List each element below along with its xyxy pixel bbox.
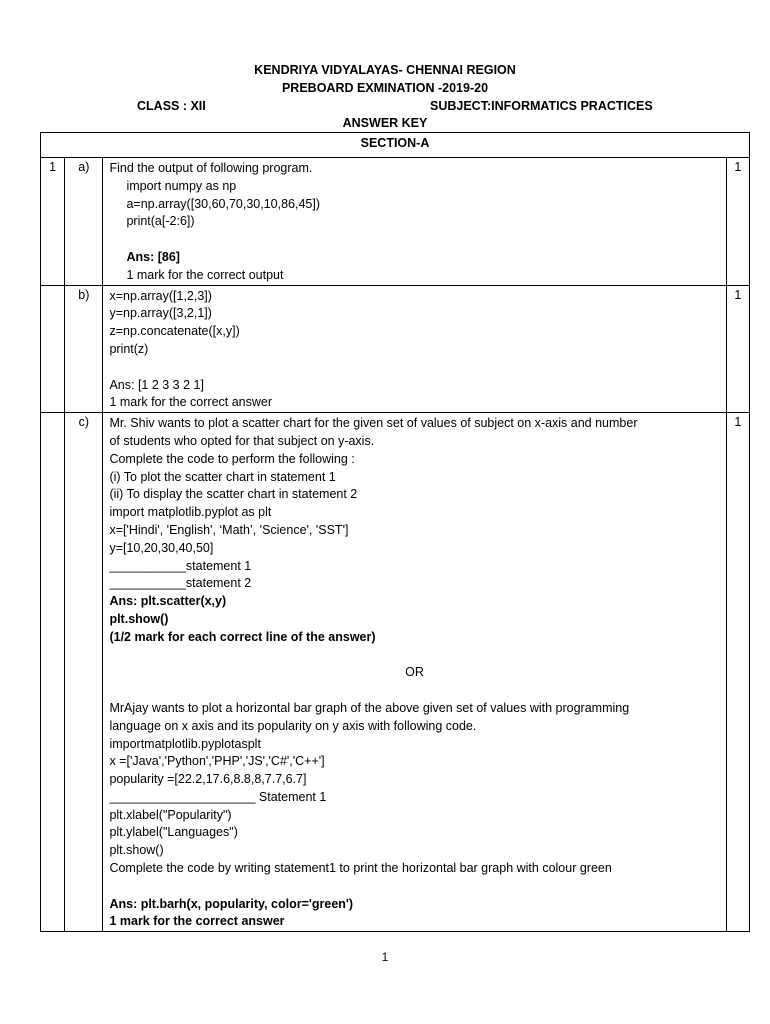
- question-number: 1: [41, 158, 65, 286]
- code-line: x=np.array([1,2,3]): [109, 288, 212, 303]
- blank-line: [109, 647, 719, 665]
- code-line: importmatplotlib.pyplotasplt: [109, 736, 261, 751]
- question-row-1c: [41, 413, 750, 932]
- question-text: MrAjay wants to plot a horizontal bar graph of the above given set of values with programming: [109, 700, 630, 715]
- code-line: print(a[-2:6]): [126, 214, 195, 229]
- marking-note: (1/2 mark for each correct line of the answer): [109, 629, 376, 644]
- blank-line: [109, 359, 719, 377]
- question-content: [103, 285, 726, 413]
- question-text: Complete the code to perform the following :: [109, 451, 355, 466]
- question-content: [103, 413, 726, 932]
- code-line: ___________statement 2: [109, 576, 252, 591]
- question-text: Complete the code by writing statement1 to print the horizontal bar graph with colour green: [109, 861, 612, 876]
- code-line: _____________________ Statement 1: [109, 789, 327, 804]
- answer-line: Ans: plt.barh(x, popularity, color='green'): [109, 896, 354, 911]
- question-text: of students who opted for that subject on y-axis.: [109, 433, 375, 448]
- question-row-1b: [41, 285, 750, 413]
- blank-line: [109, 878, 719, 896]
- code-line: y=np.array([3,2,1]): [109, 306, 212, 321]
- answer-line: Ans: [1 2 3 3 2 1]: [109, 377, 204, 392]
- code-line: plt.xlabel("Popularity"): [109, 807, 232, 822]
- code-line: x=['Hindi', 'English', ‘Math’, 'Science', 'SST']: [109, 522, 349, 537]
- blank-line: [109, 682, 719, 700]
- code-line: import matplotlib.pyplot as plt: [109, 505, 272, 520]
- question-number: [41, 413, 65, 932]
- question-text: Mr. Shiv wants to plot a scatter chart for the given set of values of subject on x-axis and number: [109, 416, 638, 431]
- marks: 1: [726, 158, 749, 286]
- marks: 1: [726, 285, 749, 413]
- question-text: language on x axis and its popularity on y axis with following code.: [109, 718, 477, 733]
- code-line: import numpy as np: [126, 178, 237, 193]
- class-label: CLASS : XII: [137, 99, 206, 113]
- question-number: [41, 285, 65, 413]
- or-divider: OR: [405, 665, 424, 680]
- question-part: a): [65, 158, 103, 286]
- code-line: y=[10,20,30,40,50]: [109, 540, 214, 555]
- section-title: SECTION-A: [41, 133, 750, 158]
- code-line: x =['Java','Python','PHP','JS','C#','C++']: [109, 754, 325, 769]
- section-row: [41, 133, 750, 158]
- code-line: a=np.array([30,60,70,30,10,86,45]): [126, 196, 320, 211]
- question-text: Find the output of following program.: [109, 161, 313, 175]
- question-part: c): [65, 413, 103, 932]
- code-line: ___________statement 1: [109, 558, 252, 573]
- answer-line: Ans: [86]: [126, 249, 180, 264]
- answer-line: Ans: plt.scatter(x,y): [109, 594, 227, 609]
- question-content: [103, 158, 726, 286]
- blank-line: [109, 231, 719, 249]
- code-line: plt.show(): [109, 843, 164, 858]
- code-line: plt.ylabel("Languages"): [109, 825, 238, 840]
- marking-note: 1 mark for the correct answer: [109, 914, 285, 929]
- marking-note: 1 mark for the correct answer: [109, 395, 273, 410]
- marking-note: 1 mark for the correct output: [126, 267, 284, 282]
- page-number: 1: [381, 950, 389, 964]
- question-text: (i) To plot the scatter chart in statement 1: [109, 469, 336, 484]
- code-line: print(z): [109, 341, 149, 356]
- subject-label: SUBJECT:INFORMATICS PRACTICES: [430, 99, 653, 113]
- question-part: b): [65, 285, 103, 413]
- exam-title: PREBOARD EXMINATION -2019-20: [281, 81, 489, 95]
- answer-line: plt.show(): [109, 611, 169, 626]
- code-line: popularity =[22.2,17.6,8.8,8,7.7,6.7]: [109, 772, 307, 787]
- answer-key-title: ANSWER KEY: [342, 116, 428, 130]
- code-line: z=np.concatenate([x,y]): [109, 324, 240, 339]
- question-text: (ii) To display the scatter chart in statement 2: [109, 487, 358, 502]
- org-title: KENDRIYA VIDYALAYAS- CHENNAI REGION: [254, 63, 516, 77]
- answer-table: [40, 132, 750, 932]
- marks: 1: [726, 413, 749, 932]
- question-row-1a: [41, 158, 750, 286]
